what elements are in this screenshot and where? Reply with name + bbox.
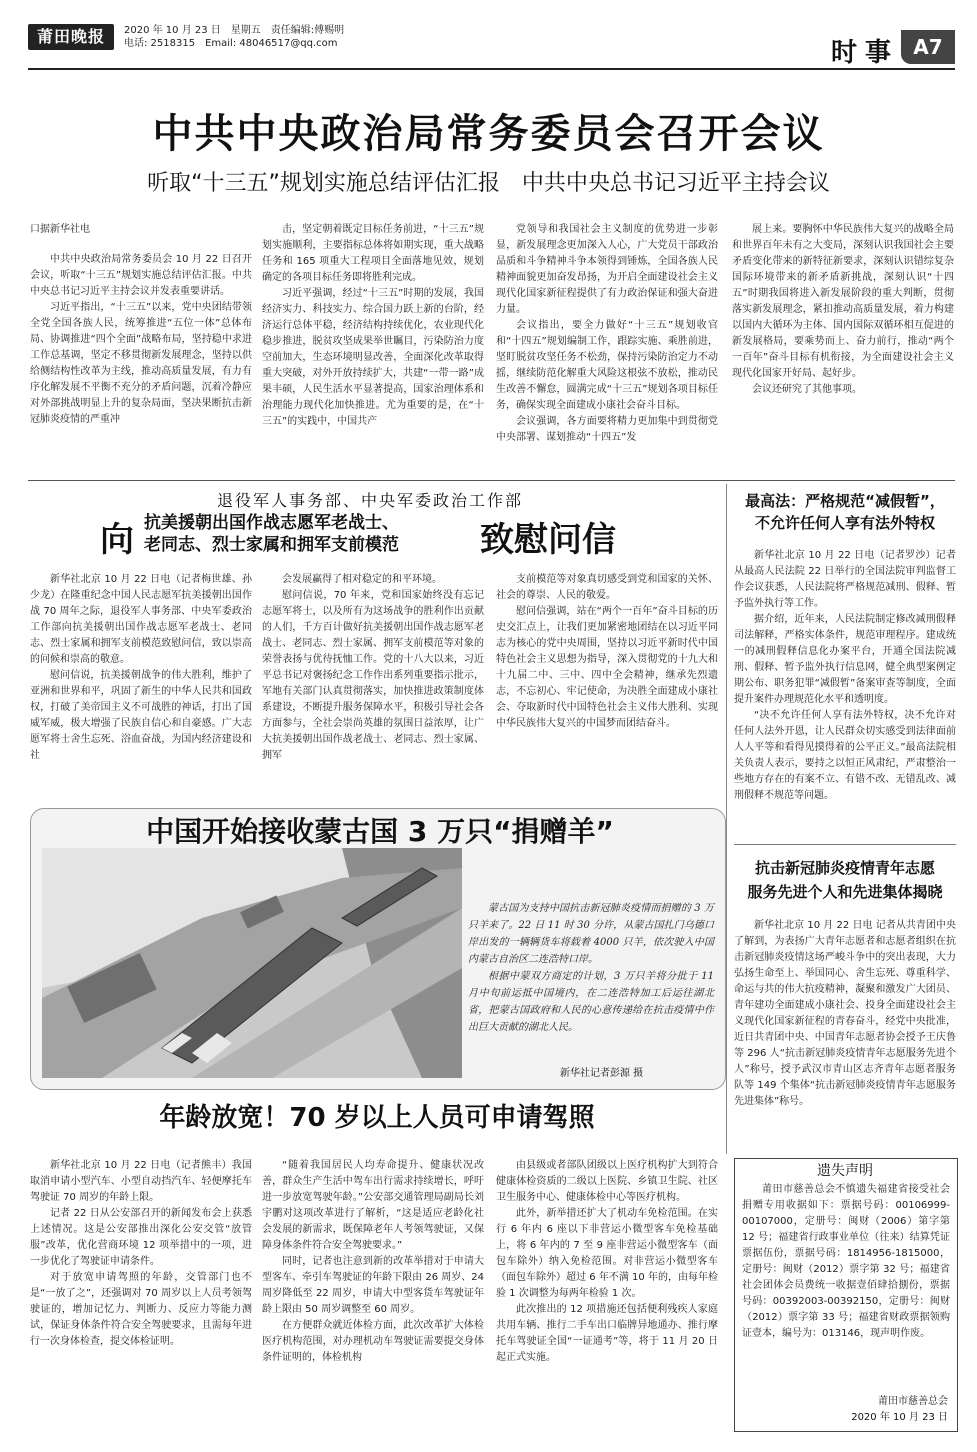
column-divider — [726, 484, 727, 1154]
lead-paragraph: 习近平强调，经过“十三五”时期的发展，我国经济实力、科技实力、综合国力跃上新的台阶，经济运行总体平稳，经济结构持续优化，农业现代化稳步推进，脱贫攻坚成果举世瞩目，污染防治力度空前加大，生态环境明显改善，全面深化改革取得重大突破，对外开放持续扩大，共建“一带一路”成果丰硕，人民生活水平显著提高，国家治理体系和治理能力现代化加快推进。尤为重要的是，在“十三五”的实践中，中国共产 — [262, 288, 484, 427]
photo-credit: 新华社记者彭源 摄 — [560, 1068, 644, 1079]
license-paragraph: 此次推出的 12 项措施还包括便利残疾人家庭共用车辆、推行二手车出口临牌异地通办、推行摩托车驾驶证全国“一证通考”等，将于 11 月 20 日起正式实施。 — [496, 1304, 718, 1363]
lead-paragraph: 击，坚定朝着既定目标任务前进，“十三五”规划实施顺利，主要指标总体将如期实现，重大战略任务和 165 项重大工程项目全面落地见效，规划确定的各项目标任务即将胜利完成。 — [262, 224, 484, 283]
lead-paragraph: 习近平指出，“十三五”以来，党中央团结带领全党全国各族人民，统筹推进“五位一体”总体布局、协调推进“四个全面”战略布局，坚持稳中求进工作总基调，坚定不移贯彻新发展理念，坚持以供给侧结构性改革为主线，推动高质量发展，有力有序化解发展不平衡不充分的矛盾问题，沉着冷静应对外部挑战明显上升的复杂局面，坚决果断抗击新冠肺炎疫情的严重冲 — [30, 302, 252, 425]
lead-byline: 口据新华社电 — [30, 224, 90, 235]
license-paragraph: 同时，记者也注意到新的改革举措对于申请大型客车、牵引车驾驶证的年龄下限由 26 周岁、24 周岁降低至 22 周岁，申请大中型客货车驾驶证年龄上限由 50 周岁调整至 60 周岁。 — [262, 1256, 484, 1315]
lead-paragraph: 会议指出，要全力做好“十三五”规划收官和“十四五”规划编制工作，跟踪实施、乘胜前进，坚盯脱贫攻坚任务不松劲，保持污染防治定力不动摇，继续防范化解重大风险这根弦不放松，推动民生改善不懈怠，圆满完成“十三五”规划各项目标任务，确保实现全面建成小康社会奋斗目标。 — [496, 320, 718, 411]
page-number: A7 — [901, 30, 955, 64]
license-column-2 — [262, 1158, 484, 1434]
photo-caption — [468, 900, 714, 1036]
court-paragraph: “决不允许任何人享有法外特权，决不允许对任何人法外开恩，让人民群众切实感受到法律面前人人平等和看得见摸得着的公平正义。”最高法院相关负责人表示，要持之以恒正风肃纪，严肃整治一些地方存在的有案不立、有错不改、无错乱改、减刑假释不规范等问题。 — [734, 710, 956, 801]
volunteers-head-line-2: 服务先进个人和先进集体揭晓 — [747, 883, 943, 901]
notice-signer: 莆田市慈善总会 — [878, 1396, 948, 1407]
veterans-column-2 — [262, 572, 484, 798]
court-paragraph: 新华社北京 10 月 22 日电（记者罗沙）记者从最高人民法院 22 日举行的全国法院审判监督工作会议获悉，人民法院将严格规范减刑、假释、暂予监外执行等工作。 — [734, 550, 956, 609]
license-column-3 — [496, 1158, 718, 1434]
lead-paragraph: 中共中央政治局常务委员会 10 月 22 日召开会议，听取“十三五”规划实施总结评估汇报。中共中央总书记习近平主持会议并发表重要讲话。 — [30, 254, 252, 297]
notice-signature — [742, 1394, 948, 1426]
veterans-column-1 — [30, 572, 252, 798]
trucks-photo-illustration — [42, 848, 462, 1078]
section-title: 时事 — [830, 38, 899, 68]
court-paragraph: 据介绍，近年来，人民法院制定修改减刑假释司法解释，严格实体条件，规范审理程序。建成统一的减刑假释信息化办案平台，开通全国法院减刑、假释、暂予监外执行信息网，健全典型案例定期公布、职务犯罪“减假暂”备案审查等制度，全面提升案件办理规范化水平和透明度。 — [734, 614, 956, 705]
veterans-head-mid-1: 抗美援朝出国作战志愿军老战士、 — [144, 513, 399, 533]
veterans-paragraph: 慰问信说，抗美援朝战争的伟大胜利，维护了亚洲和世界和平，巩固了新生的中华人民共和国政权，打破了美帝国主义不可战胜的神话，打出了国威军威，极大增强了民族自信心和自豪感。广大志愿军将士舍生忘死、浴血奋战，为国内经济建设和社 — [30, 670, 252, 761]
court-head-line-2: 不允许任何人享有法外特权 — [754, 514, 935, 532]
veterans-head-mid-2: 老同志、烈士家属和拥军支前模范 — [144, 535, 399, 555]
license-paragraph: 新华社北京 10 月 22 日电（记者熊丰）我国取消申请小型汽车、小型自动挡汽车、轻便摩托车驾驶证 70 周岁的年龄上限。 — [30, 1160, 252, 1203]
veterans-paragraph: 慰问信说，70 年来，党和国家始终没有忘记志愿军将士，以及所有为这场战争的胜利作出贡献的人们，千方百计做好抗美援朝出国作战志愿军老战士、老同志、烈士家属、拥军支前模范等对象的荣誉表扬与优待抚恤工作。党的十八大以来，习近平总书记对褒扬纪念工作作出系列重要指示批示，军地有关部门认真贯彻落实，加快推进政策制度体系建设，不断提升服务保障水平，积极引导社会各方面参与，全社会崇尚英雄的氛围日益浓厚，让广大抗美援朝出国作战老战士、老同志、烈士家属、拥军 — [262, 590, 484, 761]
lead-paragraph: 会议强调，各方面要将精力更加集中到贯彻党中央部署、谋划推动“十四五”发 — [496, 416, 718, 443]
license-paragraph: 由县级或者部队团级以上医疗机构扩大到符合健康体检资质的二级以上医院、乡镇卫生院、社区卫生服务中心、健康体检中心等医疗机构。 — [496, 1160, 718, 1203]
volunteers-headline — [732, 856, 958, 904]
right-column-divider — [734, 844, 956, 845]
veterans-head-right: 致慰问信 — [480, 520, 616, 560]
license-headline: 年龄放宽！70 岁以上人员可申请驾照 — [159, 1103, 595, 1133]
lead-paragraph: 展上来。要胸怀中华民族伟大复兴的战略全局和世界百年未有之大变局，深刻认识我国社会主要矛盾变化带来的新特征新要求，深刻认识错综复杂国际环境带来的新矛盾新挑战，深刻认识“十四五”时期我国将进入新发展阶段的重大判断，贯彻落实新发展理念，紧扣推动高质量发展，着力构建以国内大循环为主体、国内国际双循环相互促进的新发展格局，要乘势而上、奋力前行，推动“两个一百年”奋斗目标有机衔接，为全面建设社会主义现代化国家开好局、起好步。 — [732, 224, 954, 379]
lead-column-2 — [262, 222, 484, 474]
license-paragraph: “随着我国居民人均寿命提升、健康状况改善，群众生产生活中驾车出行需求持续增长，呼吁进一步放宽驾驶年龄。”公安部交通管理局副局长刘宇鹏对这项改革进行了解析，“这是适应老龄化社会发展的新需求，既保障老年人考领驾驶证，又保障身体条件符合安全驾驶要求。” — [262, 1160, 484, 1251]
notice-paragraph: 莆田市慈善总会不慎遗失福建省接受社会捐赠专用收据如下：票据号码：00106999-00107000，定册号：闽财（2006）第字第 12 号；福建省行政事业单位（往来）结算凭证票据伍份，票据号码：1814956-1815000，定册号：闽财（2012）票字第 32 号；福建省社会团体会员费统一收据壹佰肆拾捌份，票据号码：00392003-00392150，定册号：闽财（2012）票字第 33 号；福建省财政票据领购证壹本，编号为：013146，现声明作废。 — [742, 1184, 950, 1339]
license-column-1 — [30, 1158, 252, 1434]
veterans-paragraph: 支前模范等对象真切感受到党和国家的关怀、社会的尊崇、人民的敬爱。 — [496, 574, 718, 601]
notice-title: 遗失声明 — [817, 1163, 873, 1179]
court-head-line-1: 最高法：严格规范“减假暂”， — [745, 492, 945, 510]
volunteers-body — [734, 918, 956, 1150]
section-divider — [28, 480, 955, 481]
issue-date-editor: 2020 年 10 月 23 日 星期五 责任编辑:傅赐明 — [124, 25, 345, 36]
lead-column-1 — [30, 222, 252, 474]
notice-date: 2020 年 10 月 23 日 — [851, 1412, 948, 1423]
lead-subhead: 听取“十三五”规划实施总结评估汇报 中共中央总书记习近平主持会议 — [147, 171, 830, 196]
contact-info: 电话: 2518315 Email: 48046517@qq.com — [124, 38, 338, 49]
lead-column-4 — [732, 222, 954, 474]
trucks-photo — [42, 848, 462, 1078]
caption-paragraph: 蒙古国为支持中国抗击新冠肺炎疫情而捐赠的 3 万只羊来了。22 日 11 时 30 分许，从蒙古国扎门乌德口岸出发的一辆辆货车将载着 4000 只羊，依次驶入中国内蒙古自治区二连浩特口岸。 — [468, 903, 714, 965]
license-paragraph: 记者 22 日从公安部召开的新闻发布会上获悉上述情况。这是公安部推出深化公安交管“放管服”改革，优化营商环境 12 项举措中的一项，进一步优化了驾驶证申请条件。 — [30, 1208, 252, 1267]
veterans-paragraph: 慰问信强调，站在“两个一百年”奋斗目标的历史交汇点上，让我们更加紧密地团结在以习近平同志为核心的党中央周围，坚持以习近平新时代中国特色社会主义思想为指导，深入贯彻党的十九大和十九届二中、三中、四中全会精神，继承先烈遗志，不忘初心、牢记使命，为决胜全面建成小康社会、夺取新时代中国特色社会主义伟大胜利、实现中华民族伟大复兴的中国梦而团结奋斗。 — [496, 606, 718, 729]
newspaper-logo: 莆田晚报 — [28, 24, 114, 50]
caption-paragraph: 根据中蒙双方商定的计划，3 万只羊将分批于 11 月中旬前运抵中国境内，在二连浩特加工后运往湖北省，把蒙古国政府和人民的心意传递给在抗击疫情中作出巨大贡献的湖北人民。 — [468, 971, 714, 1033]
masthead-rule — [28, 68, 955, 70]
license-paragraph: 在方便群众就近体检方面，此次改革扩大体检医疗机构范围，对办理机动车驾驶证需要提交身体条件证明的，体检机构 — [262, 1320, 484, 1363]
veterans-kicker: 退役军人事务部、中央军委政治工作部 — [216, 491, 523, 510]
court-body — [734, 548, 956, 844]
lead-column-3 — [496, 222, 718, 474]
court-headline — [732, 490, 958, 534]
volunteers-head-line-1: 抗击新冠肺炎疫情青年志愿 — [754, 859, 935, 877]
lead-paragraph: 会议还研究了其他事项。 — [752, 384, 862, 395]
veterans-paragraph: 新华社北京 10 月 22 日电（记者梅世雄、孙少龙）在隆重纪念中国人民志愿军抗美援朝出国作战 70 周年之际，退役军人事务部、中央军委政治工作部向抗美援朝出国作战志愿军老战士、老同志、烈士家属和拥军支前模范致慰问信，致以崇高的问候和崇高的敬意。 — [30, 574, 252, 665]
volunteers-paragraph: 新华社北京 10 月 22 日电 记者从共青团中央了解到，为表扬广大青年志愿者和志愿者组织在抗击新冠肺炎疫情这场严峻斗争中的突出表现，大力弘扬生命至上、举国同心、舍生忘死、尊重科学、命运与共的伟大抗疫精神，凝聚和激发广大团员、青年建功全面建成小康社会、投身全面建设社会主义现代化国家新征程的青春奋斗，经党中央批准，近日共青团中央、中国青年志愿者协会授予王庆鲁等 296 人“抗击新冠肺炎疫情青年志愿服务先进个人”称号，授予武汉市青山区志齐青年志愿者服务队等 149 个集体“抗击新冠肺炎疫情青年志愿服务先进集体”称号。 — [734, 920, 956, 1107]
veterans-headline — [100, 508, 700, 562]
issue-info — [124, 24, 344, 50]
sheep-headline: 中国开始接收蒙古国 3 万只“捐赠羊” — [146, 815, 614, 848]
notice-body — [742, 1182, 950, 1382]
veterans-column-3 — [496, 572, 718, 798]
license-paragraph: 对于放宽申请驾照的年龄，交管部门也不是“一放了之”，还强调对 70 周岁以上人员考领驾驶证的，增加记忆力、判断力、反应力等能力测试，保证身体条件符合安全驾驶要求，且需每年进行一次身体检查，提交体检证明。 — [30, 1272, 252, 1347]
veterans-head-left: 向 — [100, 520, 134, 560]
lead-paragraph: 党领导和我国社会主义制度的优势进一步彰显，新发展理念更加深入人心，广大党员干部政治品质和斗争精神斗争本领得到锤炼，全国各族人民精神面貌更加奋发昂扬，为开启全面建设社会主义现代化国家新征程提供了有力政治保证和强大奋进力量。 — [496, 224, 718, 315]
veterans-paragraph: 会发展赢得了相对稳定的和平环境。 — [282, 574, 442, 585]
lead-headline: 中共中央政治局常务委员会召开会议 — [152, 111, 825, 157]
license-paragraph: 此外，新举措还扩大了机动车免检范围。在实行 6 年内 6 座以下非营运小微型客车免检基础上，将 6 年内的 7 至 9 座非营运小微型客车（面包车除外）纳入免检范围。对非营运小微型客车（面包车除外）超过 6 年不满 10 年的，由每年检验 1 次调整为每两年检验 1 次。 — [496, 1208, 718, 1299]
